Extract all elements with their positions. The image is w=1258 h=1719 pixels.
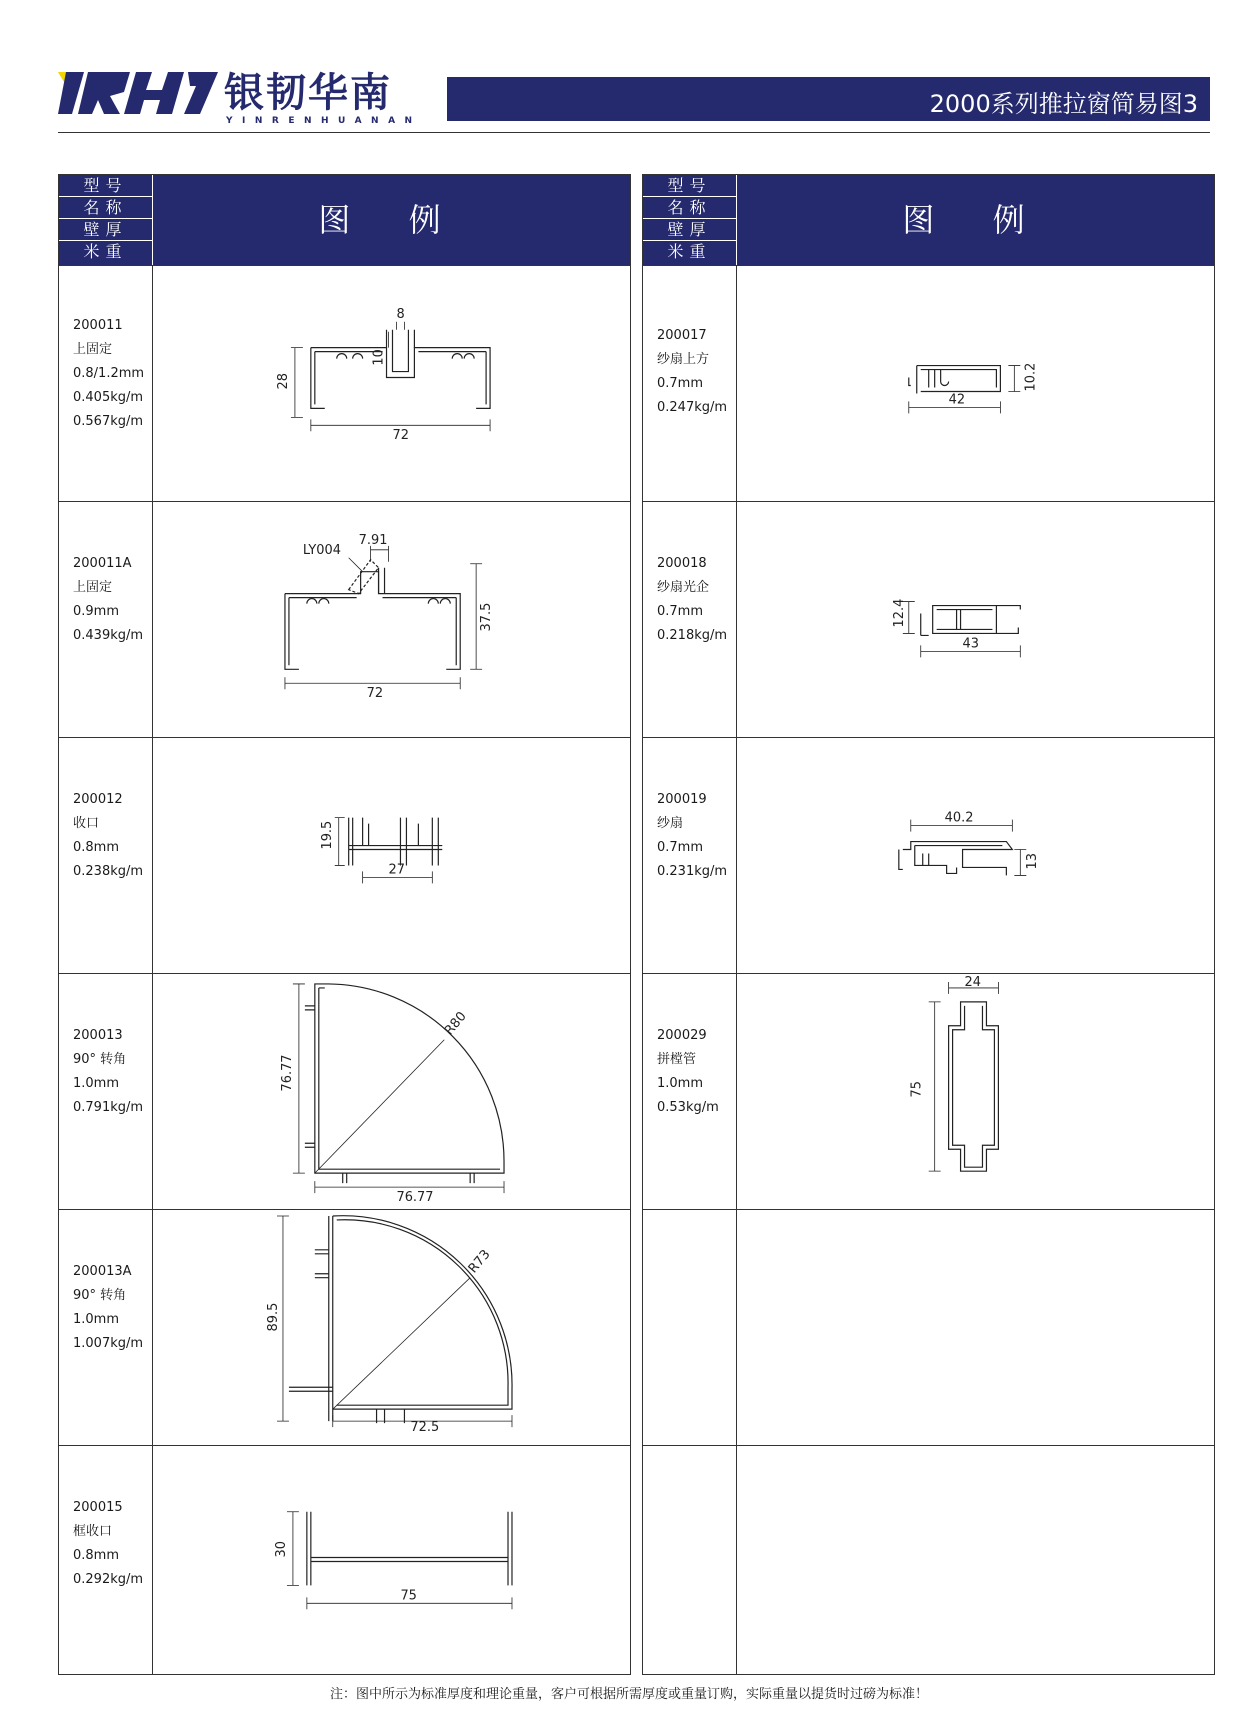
item-info (73, 552, 143, 648)
item-info (657, 552, 727, 648)
item-weight: 0.53kg/m (657, 1100, 719, 1115)
left-table (58, 174, 631, 1675)
item-weight: 0.292kg/m (73, 1572, 144, 1587)
item-info (73, 314, 144, 434)
label-weight: 米重 (667, 242, 712, 261)
table-header (59, 175, 630, 265)
item-name: 收口 (73, 816, 100, 831)
logo-english-name: YINRENHUANAN (226, 116, 422, 126)
item-model: 200015 (73, 1500, 123, 1515)
item-weight: 0.247kg/m (657, 400, 728, 415)
legend-title: 图 例 (902, 201, 1049, 239)
dim-label: 8 (396, 306, 405, 322)
item-model: 200011 (73, 318, 123, 333)
table-header (643, 175, 1214, 265)
item-model: 200018 (657, 556, 707, 571)
dim-label: LY004 (302, 542, 341, 558)
dim-label: R73 (465, 1247, 494, 1277)
profile-drawing (737, 738, 1214, 973)
profile-drawing (737, 266, 1214, 501)
dim-label: 75 (400, 1588, 417, 1604)
dim-label: 76.77 (279, 1054, 295, 1092)
item-model: 200017 (657, 328, 707, 343)
profile-drawing (153, 1446, 630, 1681)
dim-label: R80 (441, 1009, 470, 1039)
dim-label: 13 (1025, 852, 1041, 870)
dim-label: 27 (388, 862, 405, 878)
item-name: 90° 转角 (73, 1288, 127, 1303)
title-bar (447, 77, 1210, 121)
item-model: 200011A (73, 556, 132, 571)
dim-label: 24 (964, 974, 982, 990)
profile-drawing (737, 974, 1214, 1209)
item-info (73, 1024, 143, 1120)
item-weight: 0.231kg/m (657, 864, 728, 879)
dim-label: 30 (273, 1541, 289, 1558)
label-model: 型号 (59, 175, 152, 197)
item-model: 200013 (73, 1028, 123, 1043)
dim-label: 42 (948, 392, 966, 408)
item-weight: 0.405kg/m (73, 390, 144, 405)
table-row (59, 265, 630, 501)
item-thickness: 0.9mm (73, 604, 120, 619)
footer-note: 注：图中所示为标准厚度和理论重量，客户可根据所需厚度或重量订购，实际重量以提货时过磅为标准！ (329, 1687, 928, 1702)
item-weight: 0.218kg/m (657, 628, 728, 643)
profile-drawing (153, 266, 630, 501)
item-name: 上固定 (73, 342, 113, 357)
dim-label: 28 (275, 373, 291, 390)
dim-label: 19.5 (319, 820, 335, 850)
table-row-empty (643, 1445, 1214, 1681)
dim-label: 37.5 (479, 602, 495, 632)
right-table (642, 174, 1215, 1675)
table-row (643, 973, 1214, 1209)
item-thickness: 1.0mm (657, 1076, 704, 1091)
item-info (73, 1496, 143, 1592)
item-name: 纱扇上方 (657, 352, 710, 367)
item-thickness: 0.8mm (73, 1548, 120, 1563)
item-name: 拼樘管 (657, 1052, 697, 1067)
table-row (643, 501, 1214, 737)
table-row (643, 737, 1214, 973)
item-info (73, 788, 143, 884)
item-info (657, 1024, 719, 1120)
label-thickness: 壁厚 (59, 219, 152, 241)
table-row (59, 501, 630, 737)
header-labels (59, 175, 153, 265)
item-info (73, 1260, 143, 1356)
dim-label: 7.91 (358, 532, 388, 548)
table-row-empty (643, 1209, 1214, 1445)
profile-drawing (153, 738, 630, 973)
dim-label: 72 (392, 428, 409, 444)
profile-drawing (737, 502, 1214, 737)
item-thickness: 1.0mm (73, 1076, 120, 1091)
logo-mark-icon (58, 72, 218, 118)
page-title: 2000系列推拉窗简易图3 (929, 90, 1198, 118)
label-name: 名称 (59, 197, 152, 219)
dim-label: 43 (962, 636, 980, 652)
table-row (59, 1209, 630, 1445)
item-thickness: 0.7mm (657, 840, 704, 855)
item-name: 上固定 (73, 580, 113, 595)
legend-title: 图 例 (318, 201, 465, 239)
dim-label: 40.2 (944, 810, 974, 826)
profile-drawing (153, 974, 630, 1209)
item-model: 200013A (73, 1264, 132, 1279)
dim-label: 72 (366, 686, 384, 702)
dim-label: 89.5 (265, 1302, 281, 1332)
item-weight: 0.238kg/m (73, 864, 144, 879)
item-info (657, 324, 727, 420)
item-model: 200012 (73, 792, 123, 807)
label-thickness: 壁厚 (643, 219, 736, 241)
item-model: 200029 (657, 1028, 707, 1043)
item-info (657, 788, 727, 884)
dim-label: 12.4 (891, 598, 907, 628)
label-model: 型号 (643, 175, 736, 197)
item-name: 框收口 (73, 1524, 113, 1539)
dim-label: 10 (371, 349, 387, 366)
item-name: 纱扇光企 (657, 580, 710, 595)
item-thickness: 0.7mm (657, 604, 704, 619)
table-row (59, 737, 630, 973)
profile-drawing (153, 502, 630, 737)
item-name: 纱扇 (657, 816, 684, 831)
logo-chinese-name: 银韧华南 (224, 70, 392, 116)
item-thickness: 0.7mm (657, 376, 704, 391)
item-weight: 0.439kg/m (73, 628, 144, 643)
header-divider (58, 132, 1210, 133)
table-row (59, 1445, 630, 1681)
label-name: 名称 (643, 197, 736, 219)
dim-label: 75 (909, 1081, 925, 1098)
table-row (59, 973, 630, 1209)
dim-label: 10.2 (1023, 362, 1039, 392)
header-labels (643, 175, 737, 265)
item-thickness: 0.8/1.2mm (73, 366, 145, 381)
dim-label: 76.77 (396, 1190, 434, 1206)
item-weight: 0.791kg/m (73, 1100, 144, 1115)
item-thickness: 0.8mm (73, 840, 120, 855)
table-row (643, 265, 1214, 501)
item-name: 90° 转角 (73, 1052, 127, 1067)
company-logo (58, 72, 438, 128)
item-model: 200019 (657, 792, 707, 807)
item-thickness: 1.0mm (73, 1312, 120, 1327)
label-weight: 米重 (83, 242, 128, 261)
item-weight-alt: 0.567kg/m (73, 414, 144, 429)
item-weight: 1.007kg/m (73, 1336, 144, 1351)
profile-drawing (153, 1210, 630, 1445)
dim-label: 72.5 (410, 1420, 440, 1436)
